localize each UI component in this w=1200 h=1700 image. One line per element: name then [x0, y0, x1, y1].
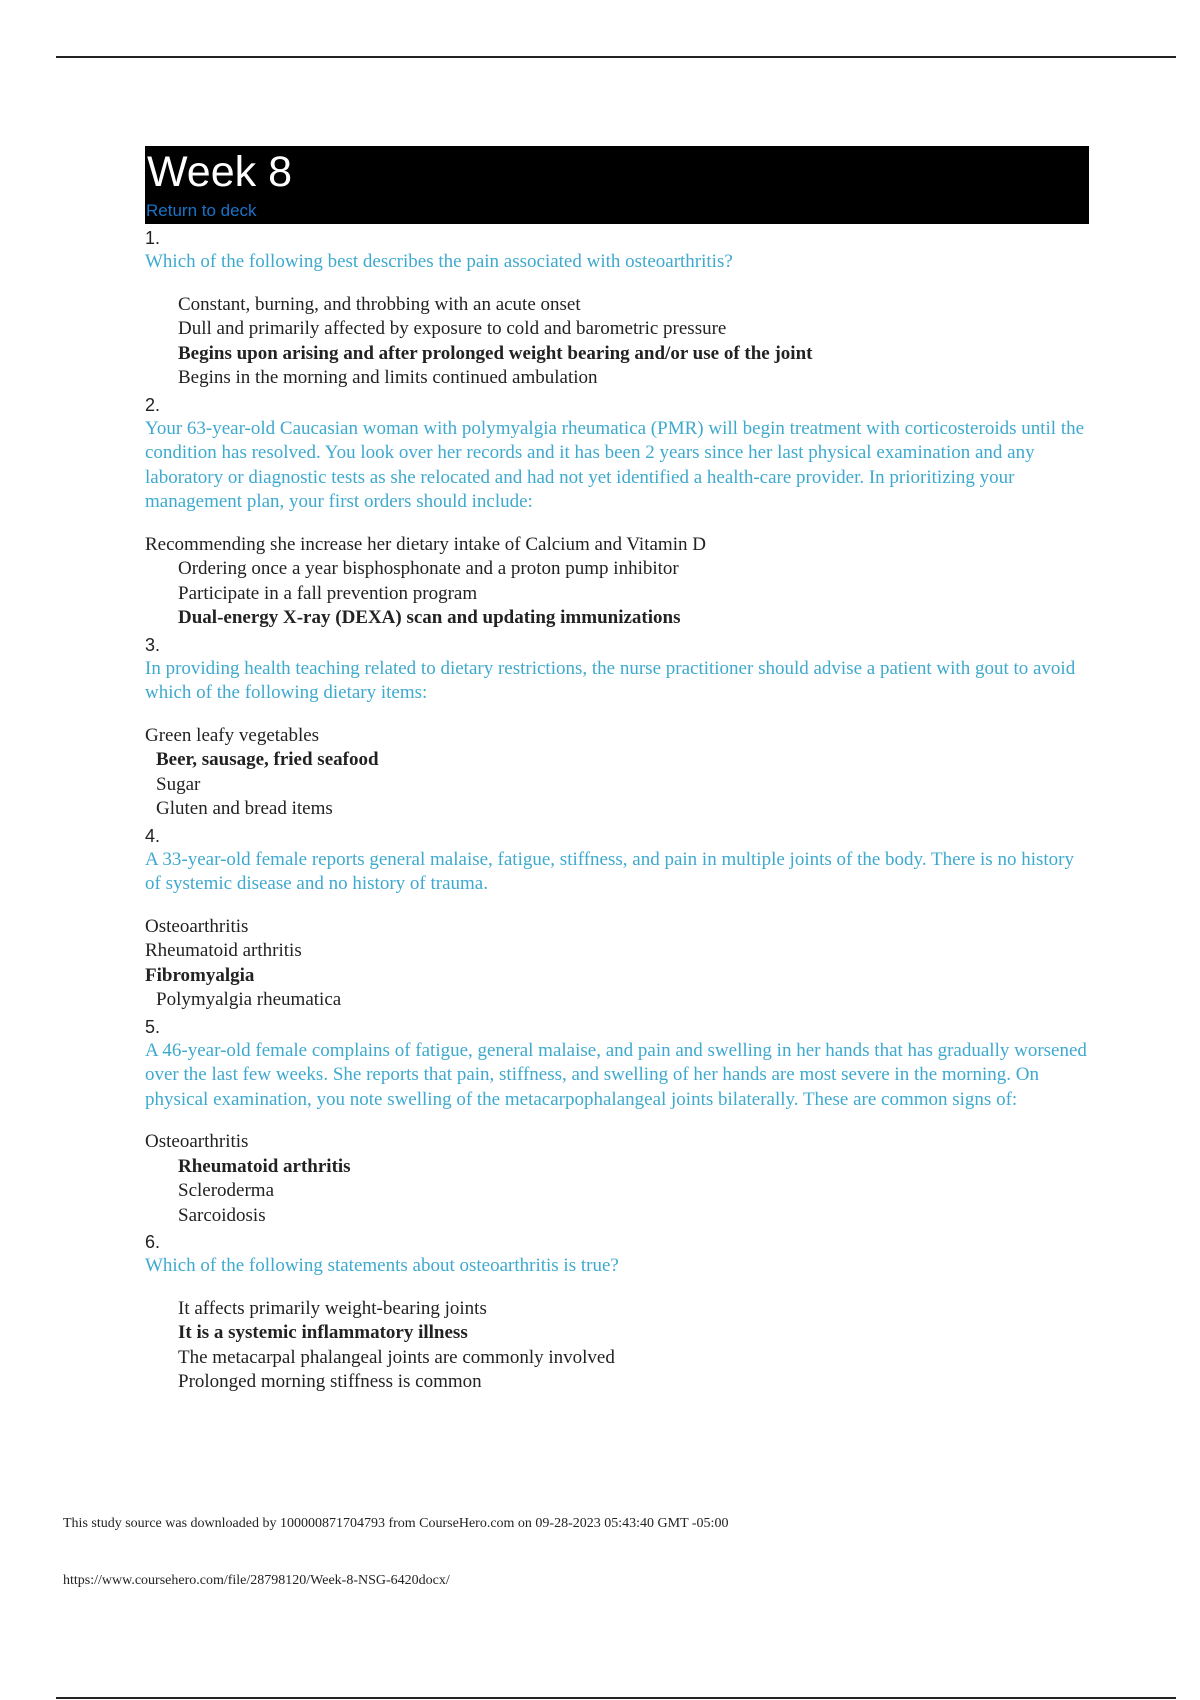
question-number: 6.: [145, 1232, 161, 1252]
answer-list: [145, 533, 1089, 631]
question-text: A 46-year-old female complains of fatigue, general malaise, and pain and swelling in her hands that has gradually worsened over the last few weeks. She reports that pain, stiffness, and swelling of her hands are most severe in the morning. On physical examination, you note swelling of the metacarpophalangeal joints bilaterally. These are common signs of:: [145, 1039, 1087, 1110]
answer-option: Participate in a fall prevention program: [178, 582, 478, 604]
answer-option-correct: Dual-energy X-ray (DEXA) scan and updating immunizations: [178, 607, 681, 628]
answer-option: Rheumatoid arthritis: [145, 940, 302, 961]
download-source-notice: This study source was downloaded by 100000871704793 from CourseHero.com on 09-28-2023 05:43:40 GMT -05:00: [63, 1516, 729, 1531]
question-text: Which of the following best describes the pain associated with osteoarthritis?: [145, 251, 733, 272]
deck-header: [145, 146, 1089, 224]
answer-option: Sarcoidosis: [178, 1204, 266, 1226]
answer-option: Constant, burning, and throbbing with an acute onset: [178, 293, 581, 315]
bottom-rule: [56, 1697, 1176, 1699]
question-number: 3.: [145, 634, 161, 655]
answer-list: [145, 1130, 1089, 1228]
question-number: 4.: [145, 825, 161, 846]
answer-option: Begins in the morning and limits continued ambulation: [178, 367, 598, 388]
answer-option-correct: Beer, sausage, fried seafood: [156, 749, 379, 770]
answer-list: [145, 915, 1089, 1013]
answer-option: Prolonged morning stiffness is common: [178, 1371, 482, 1392]
answer-option: The metacarpal phalangeal joints are commonly involved: [178, 1346, 615, 1368]
question-number: 5.: [145, 1016, 161, 1037]
return-to-deck-link[interactable]: Return to deck: [146, 201, 257, 220]
source-url[interactable]: https://www.coursehero.com/file/28798120/Week-8-NSG-6420docx/: [63, 1573, 450, 1588]
question-number: 2.: [145, 394, 161, 415]
question-block-4: [145, 824, 1089, 1013]
answer-option: It affects primarily weight-bearing joints: [178, 1297, 487, 1319]
question-text: Which of the following statements about osteoarthritis is true?: [145, 1255, 619, 1276]
answer-option: Osteoarthritis: [145, 1131, 249, 1152]
answer-option: Ordering once a year bisphosphonate and a proton pump inhibitor: [178, 558, 679, 579]
top-rule: [56, 56, 1176, 58]
answer-list: [145, 724, 1089, 822]
question-text: A 33-year-old female reports general malaise, fatigue, stiffness, and pain in multiple joints of the body. There is no history of systemic disease and no history of trauma.: [145, 848, 1074, 894]
answer-option: Dull and primarily affected by exposure to cold and barometric pressure: [178, 318, 727, 339]
question-block-3: [145, 633, 1089, 822]
answer-option-correct: Begins upon arising and after prolonged weight bearing and/or use of the joint: [178, 342, 813, 364]
answer-option-correct: Rheumatoid arthritis: [178, 1155, 351, 1177]
answer-option: Green leafy vegetables: [145, 724, 320, 746]
answer-option: Scleroderma: [178, 1180, 275, 1201]
answer-option: Sugar: [156, 773, 201, 795]
answer-list: [145, 1297, 1089, 1395]
answer-option: Gluten and bread items: [156, 798, 333, 819]
answer-option: Polymyalgia rheumatica: [156, 989, 342, 1010]
question-block-1: [145, 226, 1089, 391]
question-text: Your 63-year-old Caucasian woman with polymyalgia rheumatica (PMR) will begin treatment with corticosteroids until the condition has resolved. You look over her records and it has been 2 years since her last physical examination and any laboratory or diagnostic tests as she relocated and had not yet identified a health-care provider. In prioritizing your management plan, your first orders should include:: [145, 417, 1085, 512]
question-text: In providing health teaching related to dietary restrictions, the nurse practitioner should advise a patient with gout to avoid which of the following dietary items:: [145, 657, 1076, 703]
question-block-6: [145, 1230, 1089, 1395]
answer-option: Recommending she increase her dietary intake of Calcium and Vitamin D: [145, 533, 706, 555]
question-block-2: [145, 393, 1089, 631]
document-body: [145, 146, 1089, 1395]
answer-option: Osteoarthritis: [145, 915, 249, 937]
answer-option-correct: It is a systemic inflammatory illness: [178, 1322, 468, 1343]
answer-list: [145, 293, 1089, 391]
question-block-5: [145, 1015, 1089, 1229]
answer-option-correct: Fibromyalgia: [145, 964, 255, 986]
question-number: 1.: [145, 228, 161, 248]
page-title: Week 8: [147, 148, 292, 196]
